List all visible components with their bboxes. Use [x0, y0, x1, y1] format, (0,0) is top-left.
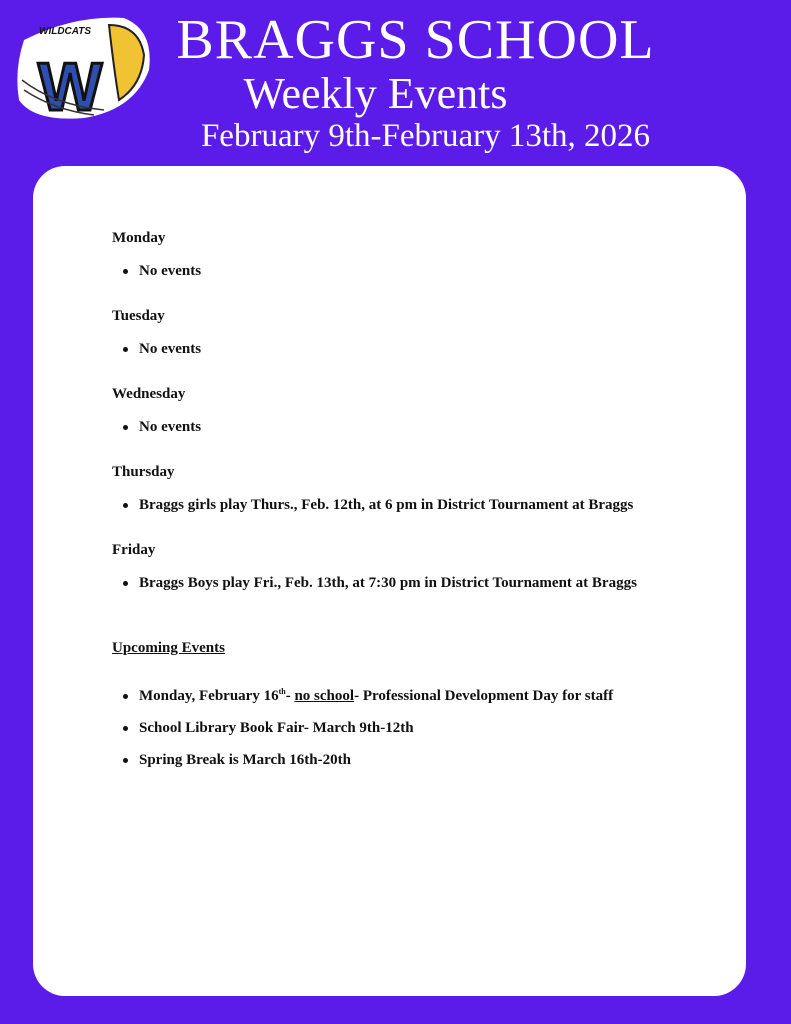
day-sections [112, 228, 732, 593]
list-item: No events [112, 417, 732, 437]
item-superscript: th [278, 687, 286, 696]
date-range: February 9th-February 13th, 2026 [200, 118, 651, 154]
day-heading: Thursday [112, 464, 175, 480]
day-heading: Wednesday [112, 386, 186, 402]
day-section [112, 384, 732, 437]
item-text: Monday, February 16 [139, 688, 279, 704]
item-underlined-text: no school [294, 688, 355, 704]
day-section [112, 540, 732, 593]
logo-text: WILDCATS [39, 26, 92, 37]
day-heading: Tuesday [112, 308, 165, 324]
list-item [112, 686, 732, 706]
item-text: - Professional Development Day for staff [354, 688, 614, 704]
item-text: - [285, 688, 295, 704]
events-content [112, 228, 732, 782]
day-section [112, 228, 732, 281]
event-list [112, 495, 732, 515]
list-item: Spring Break is March 16th-20th [112, 750, 732, 770]
upcoming-title: Upcoming Events [112, 640, 225, 656]
day-section [112, 462, 732, 515]
event-list [112, 573, 732, 593]
event-list [112, 261, 732, 281]
day-heading: Friday [112, 542, 156, 558]
day-heading: Monday [112, 230, 166, 246]
events-card [33, 166, 746, 996]
page-title: Weekly Events [243, 69, 508, 118]
list-item: No events [112, 261, 732, 281]
list-item: No events [112, 339, 732, 359]
upcoming-list [112, 686, 732, 770]
school-name: BRAGGS SCHOOL [176, 9, 655, 71]
list-item: Braggs Boys play Fri., Feb. 13th, at 7:30 pm in District Tournament at Braggs [112, 573, 732, 593]
event-list [112, 417, 732, 437]
logo-letter: W [38, 49, 103, 125]
list-item: Braggs girls play Thurs., Feb. 12th, at 6 pm in District Tournament at Braggs [112, 495, 732, 515]
event-list [112, 339, 732, 359]
list-item: School Library Book Fair- March 9th-12th [112, 718, 732, 738]
day-section [112, 306, 732, 359]
